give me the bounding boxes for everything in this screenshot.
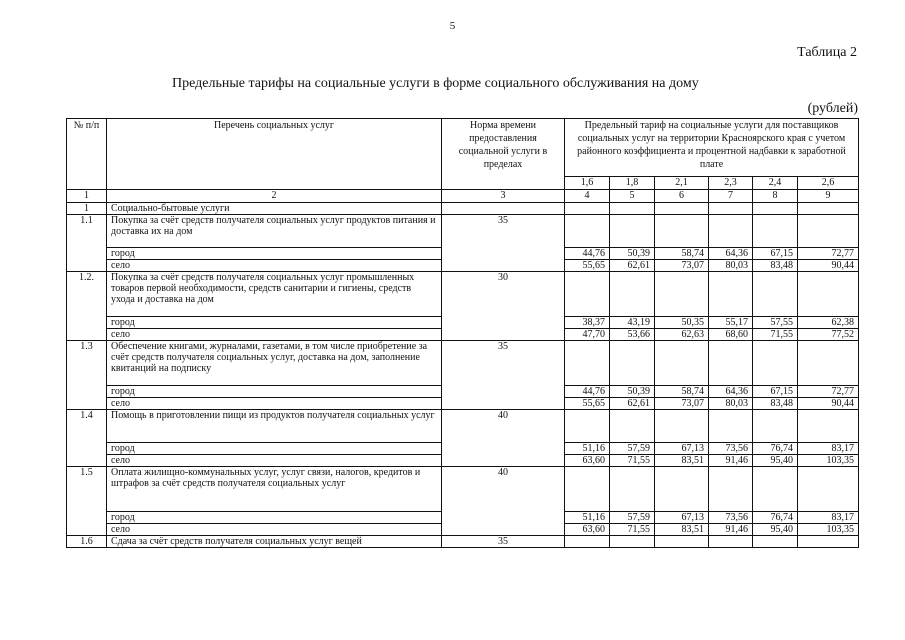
empty-cell <box>753 272 798 317</box>
col-number-6: 6 <box>655 190 709 203</box>
table-label: Таблица 2 <box>797 45 857 60</box>
tariff-value: 83,48 <box>753 398 798 410</box>
empty-cell <box>565 467 610 512</box>
tariff-value: 71,55 <box>610 524 655 536</box>
coef-1: 1,6 <box>565 177 610 190</box>
tariff-value: 67,15 <box>753 248 798 260</box>
col-number-8: 8 <box>753 190 798 203</box>
tariff-value: 73,56 <box>709 443 753 455</box>
col-number-2: 2 <box>107 190 442 203</box>
tariff-value: 51,16 <box>565 443 610 455</box>
empty-cell <box>655 410 709 443</box>
service-name: Покупка за счёт средств получателя социальных услуг промышленных товаров первой необходимости, средств санитарии и гигиены, средств ухода и доставка на дом <box>107 272 442 317</box>
tariff-value: 62,63 <box>655 329 709 341</box>
tariff-value: 50,39 <box>610 386 655 398</box>
tariff-value: 103,35 <box>798 524 859 536</box>
empty-cell <box>798 341 859 386</box>
tariff-value: 76,74 <box>753 512 798 524</box>
section-name: Социально-бытовые услуги <box>107 203 442 215</box>
tariff-value: 63,60 <box>565 455 610 467</box>
tariff-value: 57,59 <box>610 512 655 524</box>
service-row <box>67 467 859 512</box>
city-label: город <box>107 443 442 455</box>
tariff-value: 73,56 <box>709 512 753 524</box>
service-name: Покупка за счёт средств получателя социальных услуг продуктов питания и доставка их на дом <box>107 215 442 248</box>
page-number: 5 <box>449 20 456 32</box>
empty-cell <box>753 341 798 386</box>
tariff-table <box>66 118 859 548</box>
tariff-value: 58,74 <box>655 386 709 398</box>
tariff-value: 51,16 <box>565 512 610 524</box>
tariff-value: 73,07 <box>655 260 709 272</box>
tariff-value: 67,15 <box>753 386 798 398</box>
empty-cell <box>655 341 709 386</box>
col-number-9: 9 <box>798 190 859 203</box>
empty-cell <box>709 536 753 548</box>
service-norm: 30 <box>442 272 565 341</box>
empty-cell <box>565 215 610 248</box>
service-row <box>67 410 859 443</box>
coef-5: 2,4 <box>753 177 798 190</box>
empty-cell <box>798 410 859 443</box>
tariff-value: 44,76 <box>565 386 610 398</box>
service-num: 1.2. <box>67 272 107 341</box>
tariff-value: 76,74 <box>753 443 798 455</box>
document-title: Предельные тарифы на социальные услуги в форме социального обслуживания на дому <box>172 76 699 91</box>
tariff-value: 90,44 <box>798 260 859 272</box>
tariff-value: 64,36 <box>709 386 753 398</box>
col-number-3: 3 <box>442 190 565 203</box>
coef-3: 2,1 <box>655 177 709 190</box>
tariff-value: 95,40 <box>753 455 798 467</box>
tariff-value: 72,77 <box>798 248 859 260</box>
service-name: Обеспечение книгами, журналами, газетами, в том числе приобретение за счёт средств получателя социальных услуг, доставка на дом, заполнение квитанций на подписку <box>107 341 442 386</box>
tariff-value: 103,35 <box>798 455 859 467</box>
tariff-value: 67,13 <box>655 443 709 455</box>
header-norm: Норма времени предоставления социальной услуги в пределах <box>442 119 565 190</box>
tariff-value: 91,46 <box>709 524 753 536</box>
service-norm: 35 <box>442 215 565 272</box>
city-label: город <box>107 317 442 329</box>
empty-cell <box>565 536 610 548</box>
col-number-4: 4 <box>565 190 610 203</box>
tariff-value: 57,55 <box>753 317 798 329</box>
service-num: 1.6 <box>67 536 107 548</box>
tariff-value: 62,61 <box>610 260 655 272</box>
village-label: село <box>107 398 442 410</box>
empty-cell <box>565 341 610 386</box>
tariff-value: 55,17 <box>709 317 753 329</box>
section-num: 1 <box>67 203 107 215</box>
empty-cell <box>655 536 709 548</box>
service-row <box>67 341 859 386</box>
service-row <box>67 272 859 317</box>
tariff-value: 50,39 <box>610 248 655 260</box>
tariff-value: 71,55 <box>610 455 655 467</box>
tariff-value: 95,40 <box>753 524 798 536</box>
empty-cell <box>709 410 753 443</box>
tariff-value: 83,51 <box>655 524 709 536</box>
empty-cell <box>655 467 709 512</box>
service-name: Оплата жилищно-коммунальных услуг, услуг связи, налогов, кредитов и штрафов за счёт средств получателя социальных услуг <box>107 467 442 512</box>
village-label: село <box>107 455 442 467</box>
tariff-value: 43,19 <box>610 317 655 329</box>
empty-cell <box>753 215 798 248</box>
service-norm: 35 <box>442 341 565 410</box>
tariff-value: 44,76 <box>565 248 610 260</box>
service-row <box>67 536 859 548</box>
service-name: Сдача за счёт средств получателя социальных услуг вещей <box>107 536 442 548</box>
empty-cell <box>565 272 610 317</box>
coef-6: 2,6 <box>798 177 859 190</box>
tariff-value: 50,35 <box>655 317 709 329</box>
tariff-value: 47,70 <box>565 329 610 341</box>
service-norm: 40 <box>442 467 565 536</box>
empty-cell <box>798 536 859 548</box>
service-norm: 35 <box>442 536 565 548</box>
empty-cell <box>709 341 753 386</box>
tariff-value: 83,51 <box>655 455 709 467</box>
header-num: № п/п <box>67 119 107 190</box>
coef-2: 1,8 <box>610 177 655 190</box>
tariff-value: 83,48 <box>753 260 798 272</box>
service-name: Помощь в приготовлении пищи из продуктов получателя социальных услуг <box>107 410 442 443</box>
tariff-value: 55,65 <box>565 398 610 410</box>
tariff-value: 68,60 <box>709 329 753 341</box>
service-norm: 40 <box>442 410 565 467</box>
tariff-value: 77,52 <box>798 329 859 341</box>
tariff-value: 57,59 <box>610 443 655 455</box>
village-label: село <box>107 260 442 272</box>
empty-cell <box>709 215 753 248</box>
empty-cell <box>610 215 655 248</box>
service-num: 1.4 <box>67 410 107 467</box>
col-number-7: 7 <box>709 190 753 203</box>
tariff-value: 80,03 <box>709 260 753 272</box>
tariff-value: 71,55 <box>753 329 798 341</box>
tariff-value: 62,61 <box>610 398 655 410</box>
header-services: Перечень социальных услуг <box>107 119 442 190</box>
city-label: город <box>107 512 442 524</box>
tariff-value: 58,74 <box>655 248 709 260</box>
empty-cell <box>709 272 753 317</box>
tariff-value: 64,36 <box>709 248 753 260</box>
empty-cell <box>798 215 859 248</box>
empty-cell <box>610 467 655 512</box>
header-tariff: Предельный тариф на социальные услуги для поставщиков социальных услуг на территории Красноярского края с учетом районного коэффициента и процентной надбавки к заработной плате <box>565 119 859 177</box>
col-number-5: 5 <box>610 190 655 203</box>
units-label: (рублей) <box>807 101 858 116</box>
service-num: 1.1 <box>67 215 107 272</box>
empty-cell <box>753 536 798 548</box>
service-row <box>67 215 859 248</box>
tariff-value: 80,03 <box>709 398 753 410</box>
village-label: село <box>107 524 442 536</box>
tariff-value: 53,66 <box>610 329 655 341</box>
city-label: город <box>107 248 442 260</box>
tariff-value: 73,07 <box>655 398 709 410</box>
tariff-value: 63,60 <box>565 524 610 536</box>
tariff-value: 62,38 <box>798 317 859 329</box>
tariff-value: 83,17 <box>798 512 859 524</box>
tariff-value: 90,44 <box>798 398 859 410</box>
empty-cell <box>565 410 610 443</box>
empty-cell <box>798 272 859 317</box>
empty-cell <box>709 467 753 512</box>
tariff-value: 38,37 <box>565 317 610 329</box>
empty-cell <box>753 410 798 443</box>
empty-cell <box>798 467 859 512</box>
empty-cell <box>655 272 709 317</box>
empty-cell <box>610 536 655 548</box>
tariff-value: 83,17 <box>798 443 859 455</box>
tariff-value: 91,46 <box>709 455 753 467</box>
col-number-1: 1 <box>67 190 107 203</box>
tariff-value: 72,77 <box>798 386 859 398</box>
coef-4: 2,3 <box>709 177 753 190</box>
empty-cell <box>610 410 655 443</box>
service-num: 1.3 <box>67 341 107 410</box>
tariff-value: 55,65 <box>565 260 610 272</box>
empty-cell <box>610 272 655 317</box>
city-label: город <box>107 386 442 398</box>
empty-cell <box>753 467 798 512</box>
village-label: село <box>107 329 442 341</box>
empty-cell <box>610 341 655 386</box>
service-num: 1.5 <box>67 467 107 536</box>
empty-cell <box>655 215 709 248</box>
tariff-value: 67,13 <box>655 512 709 524</box>
